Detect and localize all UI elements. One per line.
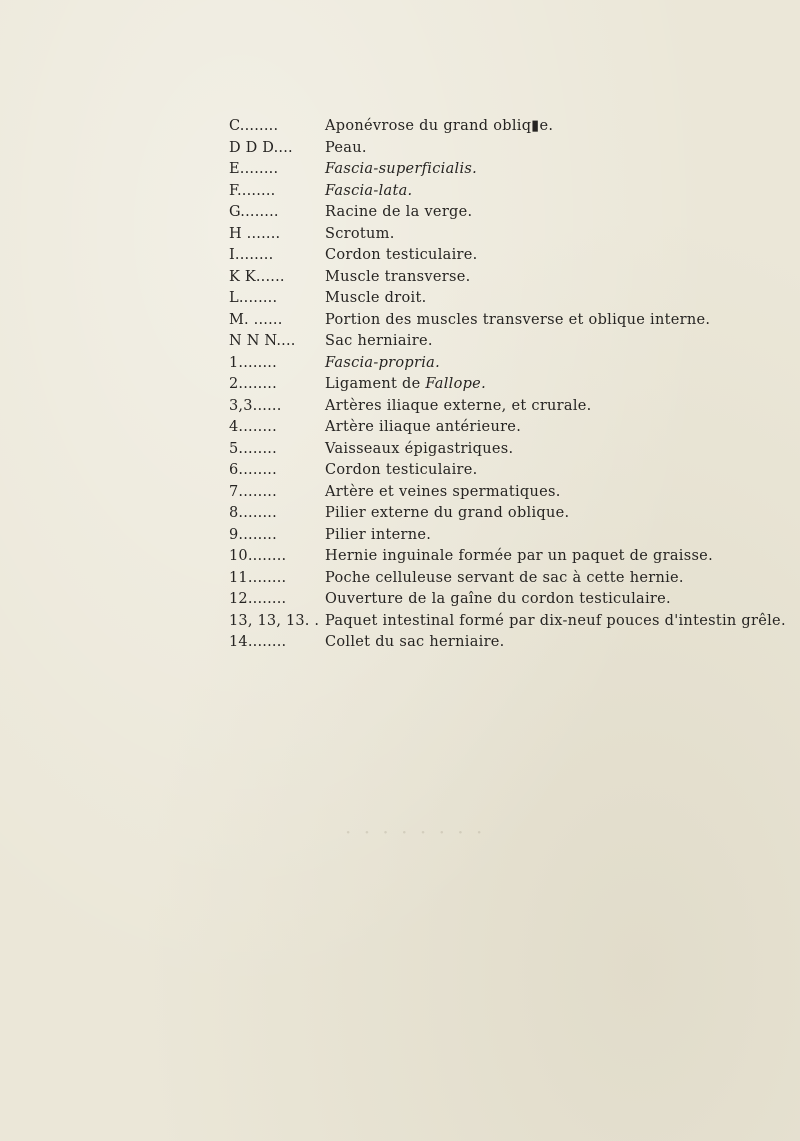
legend-row — [229, 632, 789, 654]
legend-description — [325, 482, 561, 504]
legend-row — [229, 568, 789, 590]
legend-key: L........ — [229, 290, 278, 306]
legend-row — [229, 460, 789, 482]
legend-key: 8........ — [229, 505, 277, 521]
legend-description — [325, 224, 395, 246]
legend-description-part: Fascia-propria. — [325, 354, 441, 371]
legend-row — [229, 310, 789, 332]
legend-description-part: Artère iliaque antérieure. — [325, 419, 522, 435]
legend-row — [229, 181, 789, 203]
legend-key: H ....... — [229, 225, 281, 242]
legend-description — [325, 245, 478, 267]
legend-key: K K...... — [229, 268, 285, 285]
legend-description — [325, 159, 477, 181]
legend-key: D D D.... — [229, 139, 293, 156]
legend-key: G........ — [229, 204, 279, 220]
legend-description — [325, 202, 472, 224]
legend-description — [325, 503, 569, 525]
legend-row — [229, 116, 789, 138]
legend-row — [229, 417, 789, 439]
legend-row — [229, 245, 789, 267]
legend-description-part: Artère et veines spermatiques. — [325, 483, 561, 500]
legend-key: 1........ — [229, 354, 277, 371]
legend-description-part: Ouverture de la gaîne du cordon testiculaire. — [325, 591, 671, 607]
legend-description — [325, 632, 505, 654]
legend-key: I........ — [229, 247, 274, 263]
legend-description — [325, 138, 367, 160]
legend-description — [325, 546, 713, 568]
legend-description-part: Artères iliaque externe, et crurale. — [325, 397, 592, 414]
legend-row — [229, 224, 789, 246]
legend-key: 3,3...... — [229, 397, 282, 414]
legend-row — [229, 589, 789, 611]
legend-description-part: Portion des muscles transverse et oblique interne. — [325, 311, 711, 328]
legend-description-part: Muscle droit. — [325, 290, 427, 306]
legend-description-part: Aponévrose du grand obliq▮e. — [325, 118, 554, 134]
legend-description — [325, 288, 427, 310]
legend-row — [229, 611, 789, 633]
legend-key: 9........ — [229, 526, 277, 543]
legend-description — [325, 525, 431, 547]
legend-key: F........ — [229, 182, 276, 199]
legend-key: M. ...... — [229, 311, 283, 328]
legend-row — [229, 503, 789, 525]
legend-description — [325, 267, 471, 289]
legend-description — [325, 374, 486, 396]
legend-description-part: Cordon testiculaire. — [325, 462, 478, 478]
legend-key: 12........ — [229, 591, 287, 607]
legend-description-part: Sac herniaire. — [325, 333, 433, 349]
legend-description-part: Ligament de — [325, 376, 426, 392]
legend-row — [229, 525, 789, 547]
figure-legend — [229, 116, 789, 654]
legend-row — [229, 267, 789, 289]
legend-key: C........ — [229, 118, 279, 134]
legend-description-part: Pilier interne. — [325, 526, 432, 543]
legend-description — [325, 116, 553, 138]
legend-key: 10........ — [229, 548, 287, 564]
legend-description — [325, 181, 412, 203]
legend-description-part: Collet du sac herniaire. — [325, 634, 505, 650]
legend-row — [229, 396, 789, 418]
legend-row — [229, 138, 789, 160]
legend-description-part: Hernie inguinale formée par un paquet de graisse. — [325, 548, 713, 564]
legend-key: 11........ — [229, 569, 287, 586]
legend-key: 7........ — [229, 483, 277, 500]
legend-row — [229, 202, 789, 224]
legend-key: 14........ — [229, 634, 287, 650]
legend-description — [325, 611, 786, 633]
legend-description-part: Cordon testiculaire. — [325, 247, 478, 263]
legend-key: E........ — [229, 161, 279, 177]
legend-row — [229, 546, 789, 568]
legend-description — [325, 460, 478, 482]
legend-description — [325, 310, 710, 332]
legend-description — [325, 396, 592, 418]
legend-description-part: Scrotum. — [325, 225, 395, 242]
legend-description-part: Peau. — [325, 139, 367, 156]
legend-row — [229, 288, 789, 310]
legend-description — [325, 353, 440, 375]
legend-description-part: Fallope. — [425, 376, 486, 392]
legend-description-part: Fascia-lata. — [325, 182, 413, 199]
legend-row — [229, 353, 789, 375]
legend-description-part: Racine de la verge. — [325, 204, 473, 220]
legend-key: 6........ — [229, 462, 277, 478]
legend-key: 5........ — [229, 440, 277, 457]
legend-key: 4........ — [229, 419, 277, 435]
legend-row — [229, 439, 789, 461]
legend-description — [325, 589, 671, 611]
legend-row — [229, 482, 789, 504]
legend-description-part: Poche celluleuse servant de sac à cette hernie. — [325, 569, 684, 586]
legend-key: N N N.... — [229, 333, 296, 349]
legend-description-part: Paquet intestinal formé par dix-neuf pouces d'intestin grêle. — [325, 612, 786, 629]
legend-description-part: Fascia-superficialis. — [325, 161, 478, 177]
legend-row — [229, 331, 789, 353]
legend-key: 2........ — [229, 376, 277, 392]
legend-description — [325, 568, 684, 590]
legend-description-part: Vaisseaux épigastriques. — [325, 440, 514, 457]
legend-description — [325, 331, 433, 353]
legend-description-part: Muscle transverse. — [325, 268, 471, 285]
legend-row — [229, 374, 789, 396]
show-through-mark: · · · · · · · · — [345, 820, 486, 844]
legend-description — [325, 417, 521, 439]
legend-description — [325, 439, 513, 461]
legend-row — [229, 159, 789, 181]
legend-key: 13, 13, 13. . — [229, 612, 320, 629]
legend-description-part: Pilier externe du grand oblique. — [325, 505, 570, 521]
